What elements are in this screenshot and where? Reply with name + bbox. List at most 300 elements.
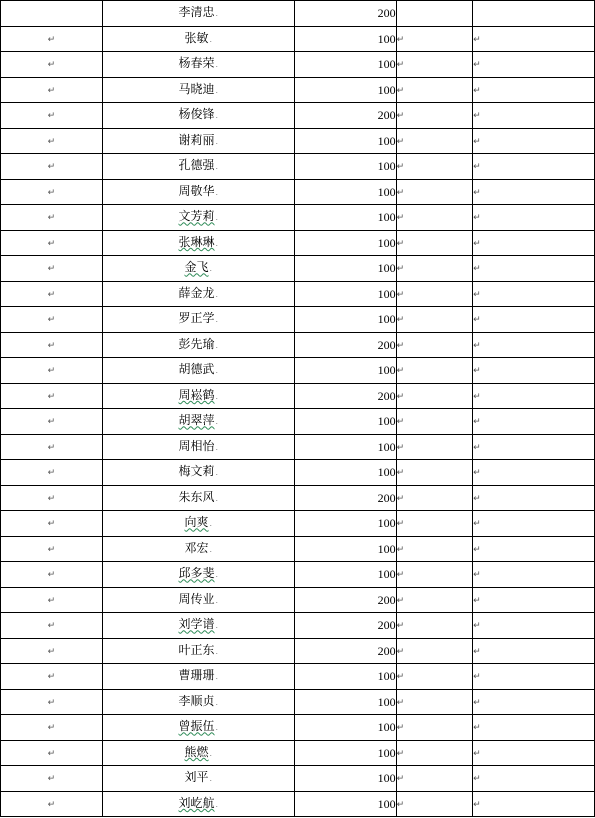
text-end-mark: .: [209, 34, 213, 44]
amount-value: 100: [377, 210, 396, 225]
cell-mark: ↵: [396, 213, 405, 224]
index-cell[interactable]: [1, 689, 103, 715]
name-cell[interactable]: [102, 52, 294, 78]
empty-cell[interactable]: [396, 26, 473, 52]
paragraph-mark: ↵: [47, 723, 56, 734]
table-row: [1, 205, 595, 231]
amount-cell[interactable]: [294, 409, 396, 435]
index-cell[interactable]: [1, 281, 103, 307]
name-cell[interactable]: [102, 485, 294, 511]
text-end-mark: .: [215, 366, 219, 376]
cell-mark: ↵: [473, 621, 481, 632]
empty-cell[interactable]: [473, 409, 595, 435]
name-cell[interactable]: [102, 77, 294, 103]
name-cell[interactable]: [102, 205, 294, 231]
cell-mark: ↵: [473, 34, 481, 45]
index-cell[interactable]: [1, 256, 103, 282]
amount-value: 100: [377, 720, 396, 735]
paragraph-mark: ↵: [47, 595, 56, 606]
cell-mark: ↵: [396, 238, 405, 249]
cell-mark: ↵: [473, 672, 481, 683]
text-end-mark: .: [215, 111, 219, 121]
empty-cell[interactable]: [473, 740, 595, 766]
amount-cell[interactable]: [294, 587, 396, 613]
index-cell[interactable]: [1, 1, 103, 27]
paragraph-mark: ↵: [47, 34, 56, 45]
cell-mark: ↵: [396, 60, 405, 71]
cell-mark: ↵: [396, 544, 405, 555]
person-name: 邓宏: [184, 540, 209, 555]
text-end-mark: .: [215, 672, 219, 682]
name-cell[interactable]: [102, 715, 294, 741]
name-cell[interactable]: [102, 358, 294, 384]
table-row: [1, 103, 595, 129]
empty-cell[interactable]: [473, 307, 595, 333]
index-cell[interactable]: [1, 791, 103, 817]
text-end-mark: .: [215, 289, 219, 299]
name-cell[interactable]: [102, 664, 294, 690]
empty-cell[interactable]: [473, 562, 595, 588]
person-name: 谢莉丽: [178, 132, 215, 147]
table-row: [1, 791, 595, 817]
empty-cell[interactable]: [473, 791, 595, 817]
cell-mark: ↵: [396, 748, 405, 759]
empty-cell[interactable]: [396, 689, 473, 715]
amount-cell[interactable]: [294, 766, 396, 792]
empty-cell[interactable]: [396, 179, 473, 205]
amount-cell[interactable]: [294, 791, 396, 817]
empty-cell[interactable]: [473, 1, 595, 27]
table-row: [1, 766, 595, 792]
cell-mark: ↵: [396, 570, 405, 581]
amount-cell[interactable]: [294, 307, 396, 333]
empty-cell[interactable]: [473, 613, 595, 639]
empty-cell[interactable]: [396, 383, 473, 409]
amount-value: 200: [377, 490, 396, 505]
cell-mark: ↵: [396, 187, 405, 198]
person-name: 刘屹航: [178, 795, 215, 810]
cell-mark: ↵: [396, 162, 405, 173]
name-cell[interactable]: [102, 281, 294, 307]
amount-value: 100: [377, 745, 396, 760]
amount-cell[interactable]: [294, 562, 396, 588]
empty-cell[interactable]: [473, 179, 595, 205]
text-end-mark: .: [209, 264, 213, 274]
text-end-mark: .: [215, 595, 219, 605]
empty-cell[interactable]: [473, 638, 595, 664]
text-end-mark: .: [215, 468, 219, 478]
amount-value: 100: [377, 363, 396, 378]
table-row: [1, 52, 595, 78]
person-name: 刘学谱: [178, 617, 215, 632]
index-cell[interactable]: [1, 740, 103, 766]
empty-cell[interactable]: [396, 766, 473, 792]
name-cell[interactable]: [102, 536, 294, 562]
amount-cell[interactable]: [294, 26, 396, 52]
cell-mark: ↵: [396, 646, 405, 657]
cell-mark: ↵: [473, 544, 481, 555]
cell-mark: ↵: [473, 570, 481, 581]
empty-cell[interactable]: [396, 460, 473, 486]
amount-cell[interactable]: [294, 434, 396, 460]
table-row: [1, 740, 595, 766]
empty-cell[interactable]: [473, 715, 595, 741]
amount-cell[interactable]: [294, 511, 396, 537]
empty-cell[interactable]: [396, 256, 473, 282]
empty-cell[interactable]: [396, 562, 473, 588]
table-row: [1, 715, 595, 741]
cell-mark: ↵: [396, 672, 405, 683]
table-row: [1, 154, 595, 180]
cell-mark: ↵: [473, 162, 481, 173]
amount-cell[interactable]: [294, 77, 396, 103]
person-name: 张琳琳: [178, 234, 215, 249]
amount-cell[interactable]: [294, 460, 396, 486]
empty-cell[interactable]: [396, 740, 473, 766]
text-end-mark: .: [215, 85, 219, 95]
text-end-mark: .: [215, 621, 219, 631]
empty-cell[interactable]: [396, 358, 473, 384]
text-end-mark: .: [215, 340, 219, 350]
index-cell[interactable]: [1, 103, 103, 129]
paragraph-mark: ↵: [47, 442, 56, 453]
amount-cell[interactable]: [294, 205, 396, 231]
empty-cell[interactable]: [473, 154, 595, 180]
person-name: 朱东风: [178, 489, 215, 504]
person-name: 梅文莉: [178, 464, 215, 479]
roster-table-body: [1, 1, 595, 817]
name-cell[interactable]: [102, 383, 294, 409]
amount-value: 100: [377, 669, 396, 684]
empty-cell[interactable]: [396, 281, 473, 307]
name-cell[interactable]: [102, 791, 294, 817]
text-end-mark: .: [215, 570, 219, 580]
empty-cell[interactable]: [396, 77, 473, 103]
empty-cell[interactable]: [473, 103, 595, 129]
cell-mark: ↵: [396, 417, 405, 428]
paragraph-mark: ↵: [47, 519, 56, 530]
empty-cell[interactable]: [396, 613, 473, 639]
index-cell[interactable]: [1, 77, 103, 103]
empty-cell[interactable]: [473, 26, 595, 52]
empty-cell[interactable]: [396, 103, 473, 129]
index-cell[interactable]: [1, 154, 103, 180]
index-cell[interactable]: [1, 511, 103, 537]
cell-mark: ↵: [473, 213, 481, 224]
paragraph-mark: ↵: [47, 493, 56, 504]
empty-cell[interactable]: [396, 332, 473, 358]
text-end-mark: .: [209, 519, 213, 529]
amount-value: 100: [377, 159, 396, 174]
empty-cell[interactable]: [473, 434, 595, 460]
empty-cell[interactable]: [396, 638, 473, 664]
paragraph-mark: ↵: [47, 60, 56, 71]
empty-cell[interactable]: [473, 256, 595, 282]
amount-cell[interactable]: [294, 128, 396, 154]
paragraph-mark: ↵: [47, 162, 56, 173]
index-cell[interactable]: [1, 358, 103, 384]
amount-cell[interactable]: [294, 485, 396, 511]
amount-value: 100: [377, 235, 396, 250]
person-name: 邱多斐: [178, 566, 215, 581]
text-end-mark: .: [215, 646, 219, 656]
empty-cell[interactable]: [473, 766, 595, 792]
empty-cell[interactable]: [396, 664, 473, 690]
text-end-mark: .: [215, 799, 219, 809]
table-row: [1, 613, 595, 639]
empty-cell[interactable]: [473, 511, 595, 537]
empty-cell[interactable]: [473, 332, 595, 358]
table-row: [1, 434, 595, 460]
amount-value: 100: [377, 133, 396, 148]
person-name: 罗正学: [178, 311, 215, 326]
paragraph-mark: ↵: [47, 366, 56, 377]
amount-value: 100: [377, 57, 396, 72]
cell-mark: ↵: [473, 697, 481, 708]
name-cell[interactable]: [102, 256, 294, 282]
text-end-mark: .: [215, 391, 219, 401]
person-name: 向爽: [184, 515, 209, 530]
empty-cell[interactable]: [473, 460, 595, 486]
table-row: [1, 638, 595, 664]
amount-cell[interactable]: [294, 230, 396, 256]
empty-cell[interactable]: [396, 536, 473, 562]
index-cell[interactable]: [1, 307, 103, 333]
empty-cell[interactable]: [473, 383, 595, 409]
name-cell[interactable]: [102, 307, 294, 333]
index-cell[interactable]: [1, 613, 103, 639]
index-cell[interactable]: [1, 52, 103, 78]
empty-cell[interactable]: [396, 154, 473, 180]
empty-cell[interactable]: [473, 205, 595, 231]
name-cell[interactable]: [102, 434, 294, 460]
person-name: 杨春荣: [178, 56, 215, 71]
index-cell[interactable]: [1, 587, 103, 613]
cell-mark: ↵: [396, 340, 405, 351]
empty-cell[interactable]: [396, 230, 473, 256]
paragraph-mark: ↵: [47, 289, 56, 300]
name-cell[interactable]: [102, 460, 294, 486]
table-row: [1, 664, 595, 690]
table-row: [1, 511, 595, 537]
table-row: [1, 383, 595, 409]
index-cell[interactable]: [1, 638, 103, 664]
paragraph-mark: ↵: [47, 544, 56, 555]
amount-cell[interactable]: [294, 179, 396, 205]
paragraph-mark: ↵: [47, 238, 56, 249]
paragraph-mark: ↵: [47, 111, 56, 122]
index-cell[interactable]: [1, 715, 103, 741]
paragraph-mark: ↵: [47, 264, 56, 275]
table-row: [1, 562, 595, 588]
amount-value: 200: [377, 6, 396, 21]
name-cell[interactable]: [102, 409, 294, 435]
index-cell[interactable]: [1, 664, 103, 690]
name-cell[interactable]: [102, 1, 294, 27]
cell-mark: ↵: [473, 748, 481, 759]
paragraph-mark: ↵: [47, 774, 56, 785]
index-cell[interactable]: [1, 26, 103, 52]
name-cell[interactable]: [102, 766, 294, 792]
index-cell[interactable]: [1, 766, 103, 792]
name-cell[interactable]: [102, 230, 294, 256]
name-cell[interactable]: [102, 26, 294, 52]
amount-value: 100: [377, 439, 396, 454]
paragraph-mark: ↵: [47, 697, 56, 708]
index-cell[interactable]: [1, 434, 103, 460]
amount-cell[interactable]: [294, 256, 396, 282]
person-name: 胡德武: [178, 362, 215, 377]
table-row: [1, 1, 595, 27]
index-cell[interactable]: [1, 485, 103, 511]
index-cell[interactable]: [1, 128, 103, 154]
empty-cell[interactable]: [473, 281, 595, 307]
amount-cell[interactable]: [294, 383, 396, 409]
index-cell[interactable]: [1, 562, 103, 588]
index-cell[interactable]: [1, 230, 103, 256]
person-name: 叶正东: [178, 642, 215, 657]
text-end-mark: .: [215, 315, 219, 325]
empty-cell[interactable]: [473, 128, 595, 154]
empty-cell[interactable]: [473, 77, 595, 103]
cell-mark: ↵: [396, 34, 405, 45]
cell-mark: ↵: [396, 442, 405, 453]
cell-mark: ↵: [473, 238, 481, 249]
table-row: [1, 179, 595, 205]
amount-value: 100: [377, 516, 396, 531]
amount-cell[interactable]: [294, 715, 396, 741]
cell-mark: ↵: [396, 595, 405, 606]
paragraph-mark: ↵: [47, 340, 56, 351]
index-cell[interactable]: [1, 460, 103, 486]
empty-cell[interactable]: [473, 230, 595, 256]
table-row: [1, 332, 595, 358]
amount-cell[interactable]: [294, 103, 396, 129]
person-name: 曾振伍: [178, 719, 215, 734]
index-cell[interactable]: [1, 332, 103, 358]
amount-cell[interactable]: [294, 1, 396, 27]
name-cell[interactable]: [102, 740, 294, 766]
name-cell[interactable]: [102, 179, 294, 205]
empty-cell[interactable]: [396, 791, 473, 817]
empty-cell[interactable]: [396, 587, 473, 613]
empty-cell[interactable]: [473, 52, 595, 78]
empty-cell[interactable]: [473, 664, 595, 690]
name-cell[interactable]: [102, 587, 294, 613]
empty-cell[interactable]: [473, 689, 595, 715]
paragraph-mark: ↵: [47, 621, 56, 632]
name-cell[interactable]: [102, 562, 294, 588]
amount-value: 200: [377, 618, 396, 633]
name-cell[interactable]: [102, 613, 294, 639]
text-end-mark: .: [209, 544, 213, 554]
cell-mark: ↵: [473, 646, 481, 657]
person-name: 文芳莉: [178, 209, 215, 224]
empty-cell[interactable]: [473, 358, 595, 384]
cell-mark: ↵: [473, 391, 481, 402]
cell-mark: ↵: [396, 315, 405, 326]
cell-mark: ↵: [473, 315, 481, 326]
name-cell[interactable]: [102, 154, 294, 180]
cell-mark: ↵: [396, 697, 405, 708]
empty-cell[interactable]: [396, 409, 473, 435]
amount-cell[interactable]: [294, 740, 396, 766]
table-row: [1, 128, 595, 154]
text-end-mark: .: [215, 60, 219, 70]
empty-cell[interactable]: [396, 485, 473, 511]
empty-cell[interactable]: [396, 715, 473, 741]
amount-value: 100: [377, 312, 396, 327]
amount-value: 200: [377, 388, 396, 403]
name-cell[interactable]: [102, 103, 294, 129]
cell-mark: ↵: [473, 187, 481, 198]
cell-mark: ↵: [396, 621, 405, 632]
index-cell[interactable]: [1, 205, 103, 231]
empty-cell[interactable]: [473, 587, 595, 613]
amount-cell[interactable]: [294, 536, 396, 562]
person-name: 熊燃: [184, 744, 209, 759]
empty-cell[interactable]: [396, 205, 473, 231]
cell-mark: ↵: [396, 391, 405, 402]
text-end-mark: .: [215, 723, 219, 733]
amount-cell[interactable]: [294, 664, 396, 690]
index-cell[interactable]: [1, 179, 103, 205]
cell-mark: ↵: [473, 366, 481, 377]
cell-mark: ↵: [473, 723, 481, 734]
amount-cell[interactable]: [294, 638, 396, 664]
empty-cell[interactable]: [396, 434, 473, 460]
person-name: 薛金龙: [178, 285, 215, 300]
cell-mark: ↵: [473, 60, 481, 71]
text-end-mark: .: [209, 774, 213, 784]
name-cell[interactable]: [102, 332, 294, 358]
table-row: [1, 460, 595, 486]
amount-cell[interactable]: [294, 613, 396, 639]
empty-cell[interactable]: [473, 536, 595, 562]
name-cell[interactable]: [102, 511, 294, 537]
index-cell[interactable]: [1, 409, 103, 435]
paragraph-mark: ↵: [47, 85, 56, 96]
name-cell[interactable]: [102, 128, 294, 154]
name-cell[interactable]: [102, 638, 294, 664]
amount-cell[interactable]: [294, 281, 396, 307]
name-cell[interactable]: [102, 689, 294, 715]
paragraph-mark: ↵: [47, 672, 56, 683]
person-name: 李清忠: [178, 5, 215, 20]
cell-mark: ↵: [473, 136, 481, 147]
index-cell[interactable]: [1, 383, 103, 409]
empty-cell[interactable]: [396, 52, 473, 78]
index-cell[interactable]: [1, 536, 103, 562]
amount-value: 100: [377, 31, 396, 46]
empty-cell[interactable]: [396, 307, 473, 333]
empty-cell[interactable]: [473, 485, 595, 511]
empty-cell[interactable]: [396, 511, 473, 537]
amount-cell[interactable]: [294, 689, 396, 715]
empty-cell[interactable]: [396, 1, 473, 27]
table-row: [1, 587, 595, 613]
amount-cell[interactable]: [294, 154, 396, 180]
empty-cell[interactable]: [396, 128, 473, 154]
person-name: 刘平: [184, 770, 209, 785]
amount-cell[interactable]: [294, 332, 396, 358]
cell-mark: ↵: [396, 85, 405, 96]
amount-cell[interactable]: [294, 358, 396, 384]
cell-mark: ↵: [473, 799, 481, 810]
amount-cell[interactable]: [294, 52, 396, 78]
paragraph-mark: ↵: [47, 136, 56, 147]
cell-mark: ↵: [396, 289, 405, 300]
